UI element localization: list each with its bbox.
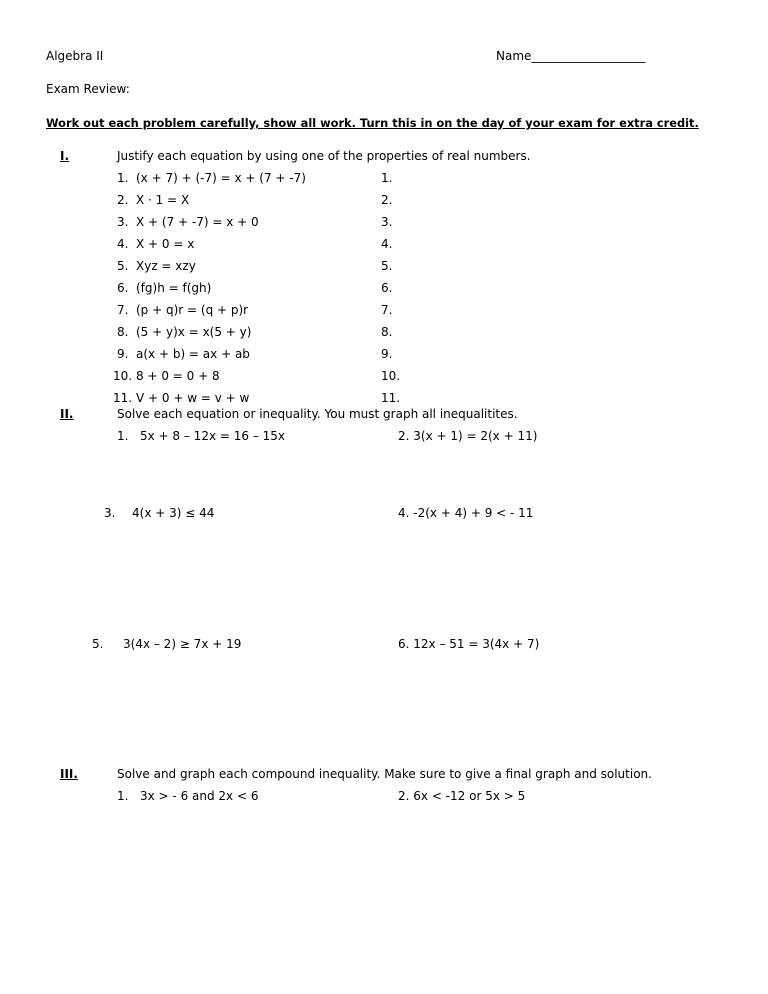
item-equation: V + 0 + w = v + w — [136, 391, 250, 405]
problem-number: 1. — [117, 789, 129, 803]
item-number: 10. — [113, 369, 133, 383]
section-2-prompt: Solve each equation or inequality. You must graph all inequalitites. — [117, 407, 518, 421]
item-answer-label: 11. — [381, 391, 401, 405]
item-answer-label: 1. — [381, 171, 393, 185]
item-equation: 8 + 0 = 0 + 8 — [136, 369, 220, 383]
item-number: 1. — [117, 171, 129, 185]
instructions: Work out each problem carefully, show all work. Turn this in on the day of your exam for extra credit. — [46, 116, 699, 130]
item-equation: (5 + y)x = x(5 + y) — [136, 325, 252, 339]
problem-4: 4. -2(x + 4) + 9 < - 11 — [398, 506, 534, 520]
section-2-numeral: II. — [60, 407, 74, 421]
compound-problem-2: 2. 6x < -12 or 5x > 5 — [398, 789, 526, 803]
section-1-prompt: Justify each equation by using one of the properties of real numbers. — [117, 149, 531, 163]
item-number: 9. — [117, 347, 129, 361]
item-answer-label: 7. — [381, 303, 393, 317]
item-answer-label: 9. — [381, 347, 393, 361]
item-answer-label: 4. — [381, 237, 393, 251]
item-equation: X + 0 = x — [136, 237, 195, 251]
item-answer-label: 10. — [381, 369, 401, 383]
item-answer-label: 8. — [381, 325, 393, 339]
item-equation: (p + q)r = (q + p)r — [136, 303, 249, 317]
item-number: 5. — [117, 259, 129, 273]
compound-problem-1: 3x > - 6 and 2x < 6 — [140, 789, 259, 803]
exam-subtitle: Exam Review: — [46, 82, 130, 96]
item-number: 11. — [113, 391, 133, 405]
item-equation: (fg)h = f(gh) — [136, 281, 212, 295]
problem-6: 6. 12x – 51 = 3(4x + 7) — [398, 637, 540, 651]
item-equation: X · 1 = X — [136, 193, 190, 207]
problem-5: 3(4x – 2) ≥ 7x + 19 — [123, 637, 242, 651]
name-field: Name___________________ — [496, 49, 646, 63]
section-1-numeral: I. — [60, 149, 70, 163]
item-number: 2. — [117, 193, 129, 207]
item-equation: X + (7 + -7) = x + 0 — [136, 215, 259, 229]
course-title: Algebra II — [46, 49, 104, 63]
section-3-numeral: III. — [60, 767, 78, 781]
section-3-prompt: Solve and graph each compound inequality. Make sure to give a final graph and solution. — [117, 767, 652, 781]
item-equation: a(x + b) = ax + ab — [136, 347, 250, 361]
problem-1: 5x + 8 – 12x = 16 – 15x — [140, 429, 286, 443]
problem-3: 4(x + 3) ≤ 44 — [132, 506, 215, 520]
item-equation: Xyz = xzy — [136, 259, 196, 273]
item-answer-label: 2. — [381, 193, 393, 207]
problem-number: 3. — [104, 506, 116, 520]
item-number: 7. — [117, 303, 129, 317]
item-answer-label: 3. — [381, 215, 393, 229]
item-number: 8. — [117, 325, 129, 339]
problem-2: 2. 3(x + 1) = 2(x + 11) — [398, 429, 538, 443]
item-answer-label: 6. — [381, 281, 393, 295]
item-number: 6. — [117, 281, 129, 295]
item-number: 3. — [117, 215, 129, 229]
item-number: 4. — [117, 237, 129, 251]
item-answer-label: 5. — [381, 259, 393, 273]
item-equation: (x + 7) + (-7) = x + (7 + -7) — [136, 171, 306, 185]
problem-number: 1. — [117, 429, 129, 443]
problem-number: 5. — [92, 637, 104, 651]
